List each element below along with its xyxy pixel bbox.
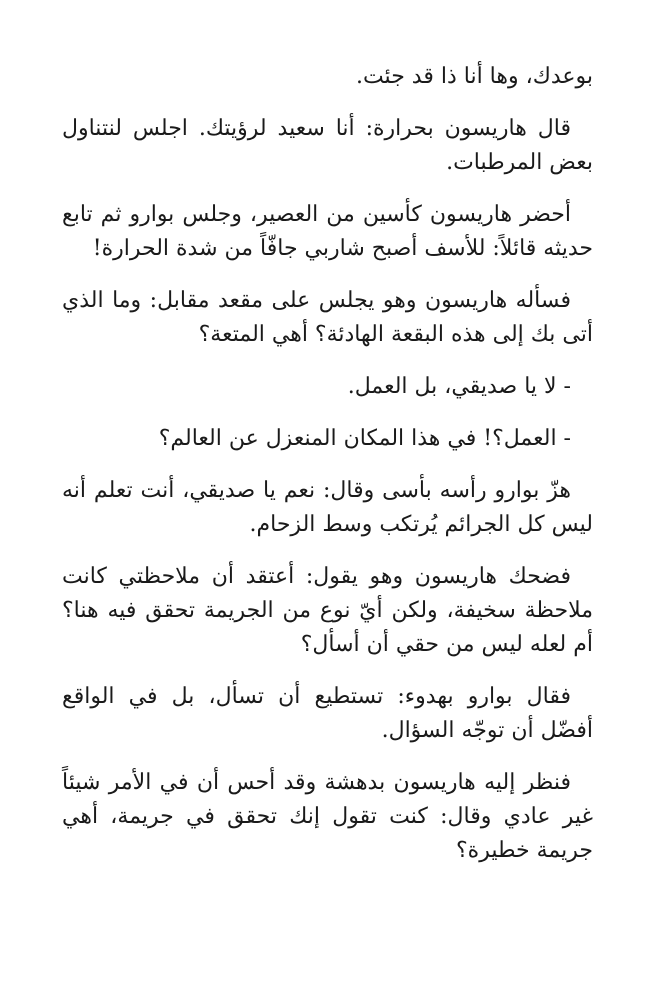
paragraph-6: فضحك هاريسون وهو يقول: أعتقد أن ملاحظتي كانت ملاحظة سخيفة، ولكن أيّ نوع من الجريمة تحقق فيه هنا؟ أم لعله ليس من حقي أن أسأل؟	[62, 564, 593, 657]
paragraph-7: فقال بوارو بهدوء: تستطيع أن تسأل، بل في الواقع أفضّل أن توجّه السؤال.	[62, 684, 593, 743]
dialogue-line-1: - لا يا صديقي، بل العمل.	[347, 374, 571, 399]
paragraph-1: بوعدك، وها أنا ذا قد جئت.	[355, 64, 593, 89]
paragraph-8: فنظر إليه هاريسون بدهشة وقد أحس أن في الأمر شيئاً غير عادي وقال: كنت تقول إنك تحقق في جريمة، أهي جريمة خطيرة؟	[62, 770, 593, 863]
paragraph-4: فسأله هاريسون وهو يجلس على مقعد مقابل: وما الذي أتى بك إلى هذه البقعة الهادئة؟ أهي المتعة؟	[62, 288, 593, 347]
paragraph-2: قال هاريسون بحرارة: أنا سعيد لرؤيتك. اجلس لنتناول بعض المرطبات.	[62, 116, 593, 175]
dialogue-line-2: - العمل؟! في هذا المكان المنعزل عن العالم؟	[158, 426, 571, 451]
paragraph-5: هزّ بوارو رأسه بأسى وقال: نعم يا صديقي، أنت تعلم أنه ليس كل الجرائم يُرتكب وسط الزحام.	[62, 478, 593, 537]
paragraph-3: أحضر هاريسون كأسين من العصير، وجلس بوارو ثم تابع حديثه قائلاً: للأسف أصبح شاربي جافّاً من شدة الحرارة!	[62, 202, 593, 261]
